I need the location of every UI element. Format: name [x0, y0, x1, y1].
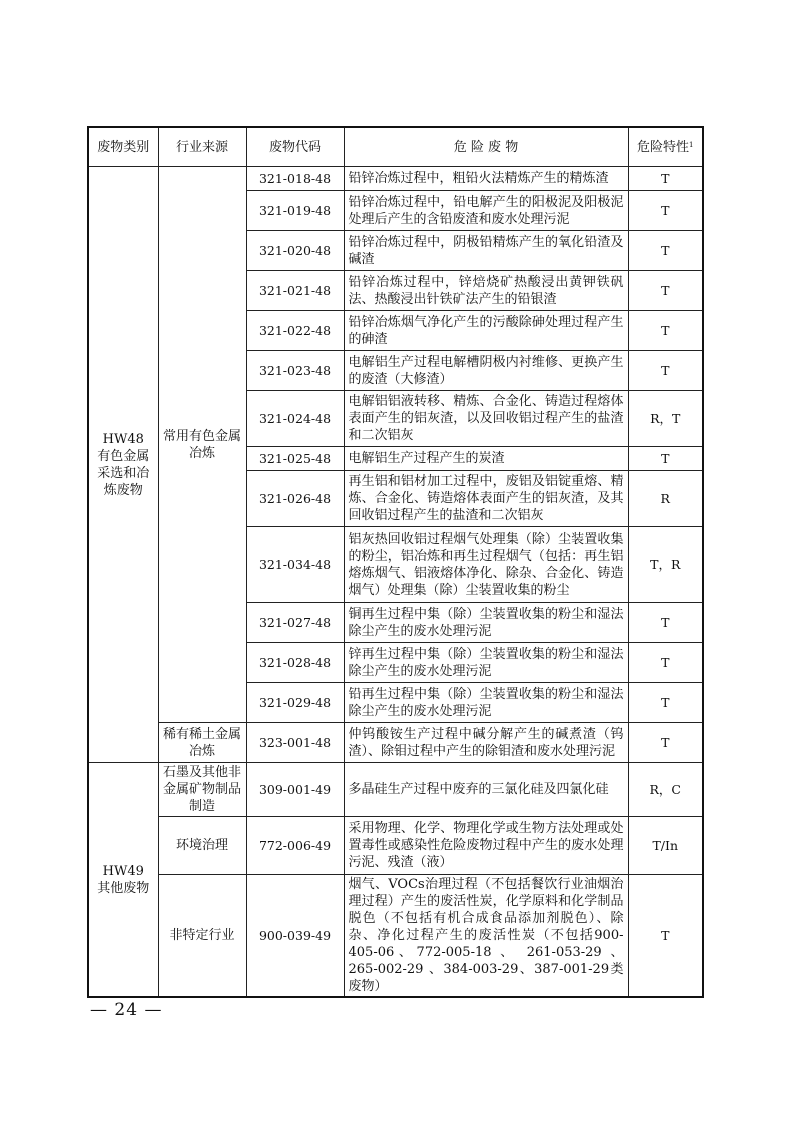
waste-description-cell: 再生铝和铝材加工过程中，废铝及铝锭重熔、精炼、合金化、铸造熔体表面产生的铝灰渣，及其回收铝过程产生的盐渣和二次铝灰	[344, 471, 628, 527]
hazardous-waste-table	[87, 126, 704, 998]
hazard-characteristic-cell: T	[628, 231, 703, 271]
waste-code-cell: 900-039-49	[246, 875, 344, 998]
waste-code-cell: 321-027-48	[246, 603, 344, 643]
table-row	[88, 875, 703, 998]
waste-code-cell: 321-025-48	[246, 447, 344, 471]
table-header-row	[88, 127, 703, 167]
waste-code-cell: 321-026-48	[246, 471, 344, 527]
table-body	[88, 167, 703, 998]
waste-description-cell: 铅锌冶炼过程中，锌焙烧矿热酸浸出黄钾铁矾法、热酸浸出针铁矿法产生的铅银渣	[344, 271, 628, 311]
waste-code-cell: 321-024-48	[246, 391, 344, 447]
waste-description-cell: 仲钨酸铵生产过程中碱分解产生的碱煮渣（钨渣）、除钼过程中产生的除钼渣和废水处理污泥	[344, 723, 628, 763]
waste-description-cell: 铅再生过程中集（除）尘装置收集的粉尘和湿法除尘产生的废水处理污泥	[344, 683, 628, 723]
page-number: — 24 —	[90, 1000, 163, 1020]
industry-source-cell: 环境治理	[158, 817, 246, 875]
industry-source-cell: 常用有色金属 冶炼	[158, 167, 246, 723]
header-hazard-note: 1	[689, 140, 694, 149]
table-row	[88, 167, 703, 191]
hazard-characteristic-cell: T	[628, 643, 703, 683]
header-code: 废物代码	[246, 127, 344, 167]
waste-code-cell: 321-021-48	[246, 271, 344, 311]
waste-description-cell: 电解铝生产过程电解槽阴极内衬维修、更换产生的废渣（大修渣）	[344, 351, 628, 391]
hazard-characteristic-cell: T	[628, 271, 703, 311]
hazard-characteristic-cell: R	[628, 471, 703, 527]
hazard-characteristic-cell: T	[628, 603, 703, 643]
waste-code-cell: 321-018-48	[246, 167, 344, 191]
waste-description-cell: 铅锌冶炼过程中，阴极铅精炼产生的氧化铅渣及碱渣	[344, 231, 628, 271]
waste-category-cell: HW48 有色金属 采选和冶 炼废物	[88, 167, 158, 763]
hazard-characteristic-cell: T	[628, 683, 703, 723]
waste-description-cell: 锌再生过程中集（除）尘装置收集的粉尘和湿法除尘产生的废水处理污泥	[344, 643, 628, 683]
table-row	[88, 723, 703, 763]
waste-description-cell: 电解铝生产过程产生的炭渣	[344, 447, 628, 471]
industry-source-cell: 非特定行业	[158, 875, 246, 998]
header-category: 废物类别	[88, 127, 158, 167]
waste-description-cell: 电解铝铝液转移、精炼、合金化、铸造过程熔体表面产生的铝灰渣，以及回收铝过程产生的盐渣和二次铝灰	[344, 391, 628, 447]
waste-code-cell: 309-001-49	[246, 763, 344, 817]
table-row	[88, 763, 703, 817]
waste-code-cell: 321-028-48	[246, 643, 344, 683]
waste-code-cell: 321-019-48	[246, 191, 344, 231]
hazard-characteristic-cell: T	[628, 875, 703, 998]
waste-description-cell: 烟气、VOCs治理过程（不包括餐饮行业油烟治理过程）产生的废活性炭，化学原料和化学制品脱色（不包括有机合成食品添加剂脱色）、除杂、净化过程产生的废活性炭（不包括900-405-06、772-005-18 、 261-053-29 、 265-002-29 、384-003-29、387-001-29类废物）	[344, 875, 628, 998]
hazard-characteristic-cell: T/In	[628, 817, 703, 875]
waste-code-cell: 321-023-48	[246, 351, 344, 391]
hazard-characteristic-cell: T	[628, 351, 703, 391]
header-waste: 危 险 废 物	[344, 127, 628, 167]
hazard-characteristic-cell: T，R	[628, 527, 703, 603]
hazard-characteristic-cell: T	[628, 167, 703, 191]
waste-description-cell: 铅锌冶炼过程中，铅电解产生的阳极泥及阳极泥处理后产生的含铅废渣和废水处理污泥	[344, 191, 628, 231]
hazard-characteristic-cell: T	[628, 191, 703, 231]
waste-code-cell: 321-022-48	[246, 311, 344, 351]
waste-description-cell: 多晶硅生产过程中废弃的三氯化硅及四氯化硅	[344, 763, 628, 817]
waste-code-cell: 321-029-48	[246, 683, 344, 723]
table-row	[88, 817, 703, 875]
waste-description-cell: 铅锌冶炼过程中，粗铅火法精炼产生的精炼渣	[344, 167, 628, 191]
header-hazard-label: 危险特性	[637, 139, 690, 155]
waste-code-cell: 321-034-48	[246, 527, 344, 603]
hazard-characteristic-cell: R，C	[628, 763, 703, 817]
waste-category-cell: HW49 其他废物	[88, 763, 158, 998]
hazard-characteristic-cell: R，T	[628, 391, 703, 447]
header-industry: 行业来源	[158, 127, 246, 167]
industry-source-cell: 石墨及其他非 金属矿物制品 制造	[158, 763, 246, 817]
waste-code-cell: 321-020-48	[246, 231, 344, 271]
hazard-characteristic-cell: T	[628, 723, 703, 763]
waste-description-cell: 采用物理、化学、物理化学或生物方法处理或处置毒性或感染性危险废物过程中产生的废水处理污泥、残渣（液）	[344, 817, 628, 875]
hazard-characteristic-cell: T	[628, 447, 703, 471]
waste-description-cell: 铝灰热回收铝过程烟气处理集（除）尘装置收集的粉尘，铝冶炼和再生过程烟气（包括：再生铝熔炼烟气、铝液熔体净化、除杂、合金化、铸造烟气）处理集（除）尘装置收集的粉尘	[344, 527, 628, 603]
waste-description-cell: 铜再生过程中集（除）尘装置收集的粉尘和湿法除尘产生的废水处理污泥	[344, 603, 628, 643]
waste-description-cell: 铅锌冶炼烟气净化产生的污酸除砷处理过程产生的砷渣	[344, 311, 628, 351]
waste-code-cell: 323-001-48	[246, 723, 344, 763]
header-hazard	[628, 127, 703, 167]
hazard-characteristic-cell: T	[628, 311, 703, 351]
industry-source-cell: 稀有稀土金属 冶炼	[158, 723, 246, 763]
waste-code-cell: 772-006-49	[246, 817, 344, 875]
